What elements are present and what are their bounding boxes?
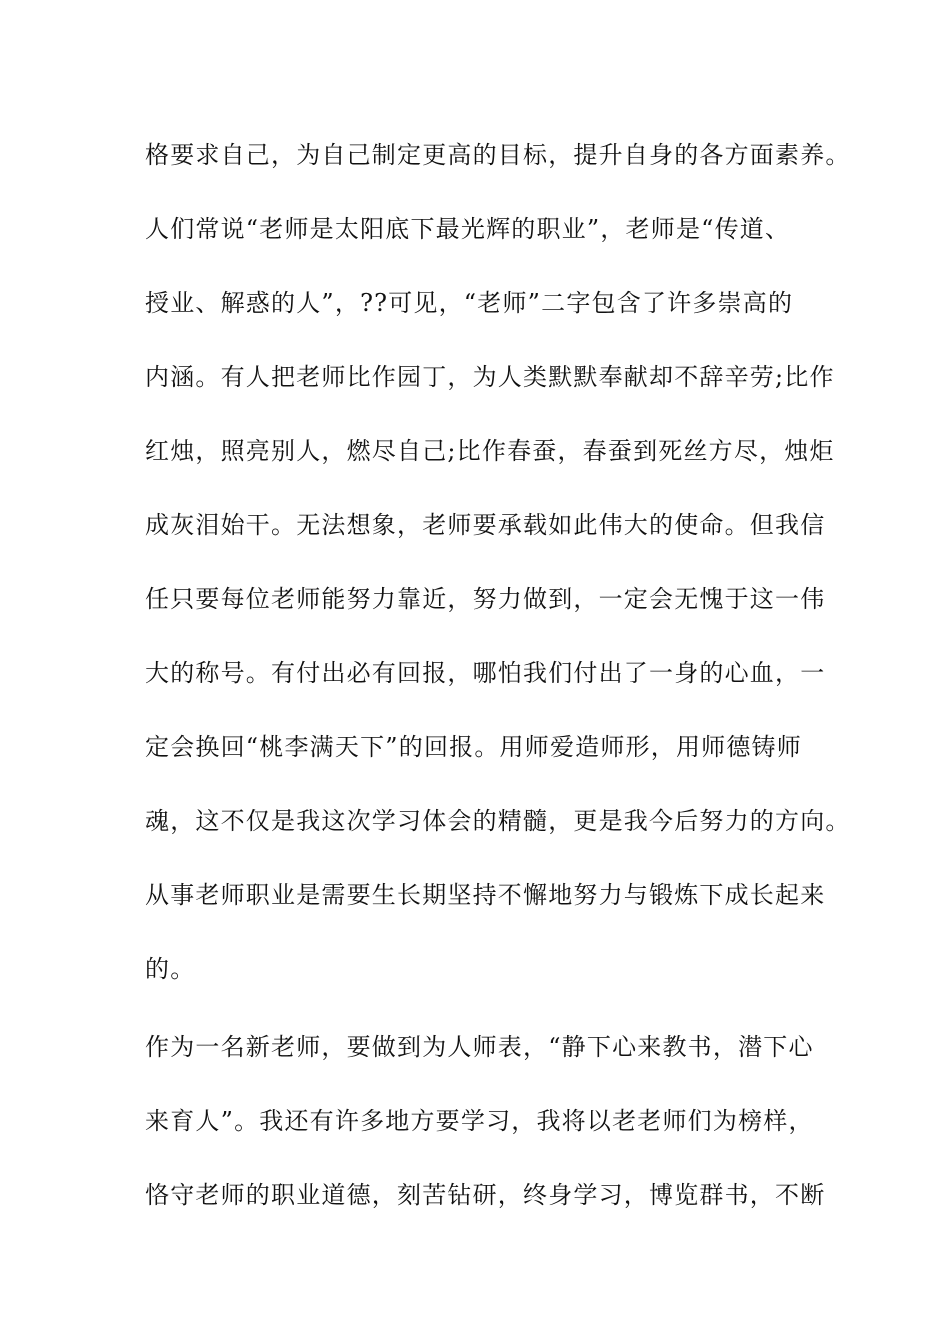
text-line: 人们常说“老师是太阳底下最光辉的职业”，老师是“传道、 (145, 215, 791, 243)
text-line: 作为一名新老师，要做到为人师表，“静下心来教书，潜下心 (145, 1033, 814, 1061)
text-line: 红烛，照亮别人，燃尽自己;比作春蚕，春蚕到死丝方尽，烛炬 (145, 437, 835, 465)
text-line: 魂，这不仅是我这次学习体会的精髓，更是我今后努力的方向。 (145, 807, 851, 835)
text-line: 授业、解惑的人”，??可见，“老师”二字包含了许多崇高的 (145, 289, 794, 317)
text-line: 来育人”。我还有许多地方要学习，我将以老老师们为榜样， (145, 1107, 814, 1135)
text-line: 的。 (145, 955, 196, 983)
text-line: 从事老师职业是需要生长期坚持不懈地努力与锻炼下成长起来 (145, 881, 826, 909)
text-line: 大的称号。有付出必有回报，哪怕我们付出了一身的心血，一 (145, 659, 826, 687)
text-line: 恪守老师的职业道德，刻苦钻研，终身学习，博览群书，不断 (145, 1181, 826, 1209)
text-line: 定会换回“桃李满天下”的回报。用师爱造师形，用师德铸师 (145, 733, 802, 761)
text-line: 内涵。有人把老师比作园丁，为人类默默奉献却不辞辛劳;比作 (145, 363, 835, 391)
text-line: 格要求自己，为自己制定更高的目标，提升自身的各方面素养。 (145, 141, 851, 169)
text-line: 任只要每位老师能努力靠近，努力做到，一定会无愧于这一伟 (145, 585, 826, 613)
text-line: 成灰泪始干。无法想象，老师要承载如此伟大的使命。但我信 (145, 511, 826, 539)
